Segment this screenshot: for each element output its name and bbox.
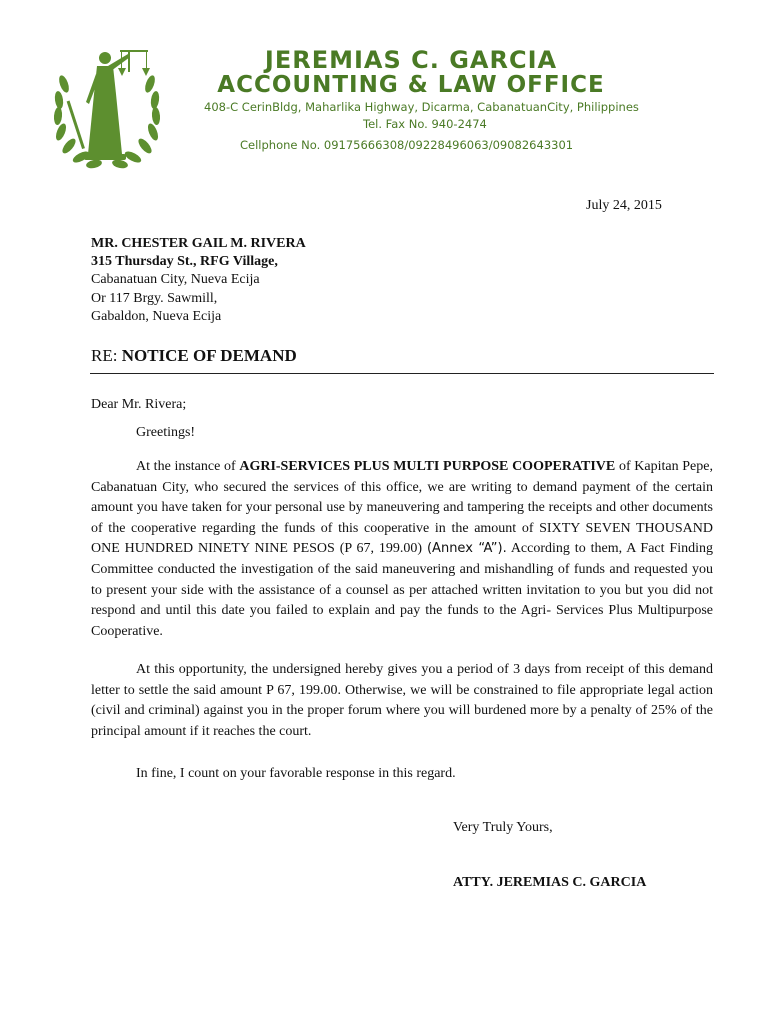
p1-rest: According to them, A Fact Finding Committee conducted the investigation of the said maneuvering and mishandling of funds and requested you to present your side with the assistance of a counsel as per attached written invitation to you but you did not respond and until this date you failed to explain and pay the funds to the Agri- Services Plus Multipurpose Cooperative. — [91, 541, 713, 639]
firm-cellphone: Cellphone No. 09175666308/09228496063/09082643301 — [240, 138, 574, 152]
subject-line — [91, 346, 297, 366]
lady-justice-laurel-icon — [50, 44, 164, 174]
body-paragraph-2: At this opportunity, the undersigned hereby gives you a period of 3 days from receipt of this demand letter to settle the said amount P 67, 199.00. Otherwise, we will be constrained to file appropriate legal action (civil and criminal) against you in the proper forum where you will burdened more by a penalty of 25% of the principal amount if it reaches the court. — [91, 662, 713, 739]
recipient-block — [91, 235, 306, 326]
body-paragraph-3: In fine, I count on your favorable response in this regard. — [136, 766, 456, 781]
signatory-name: ATTY. JEREMIAS C. GARCIA — [453, 875, 647, 890]
firm-name: JEREMIAS C. GARCIA — [264, 46, 558, 74]
subject-title: NOTICE OF DEMAND — [121, 346, 297, 365]
subject-prefix: RE: — [91, 346, 122, 365]
recipient-address-line: Cabanatuan City, Nueva Ecija — [91, 272, 260, 288]
recipient-name: MR. CHESTER GAIL M. RIVERA — [91, 236, 306, 251]
firm-subtitle: ACCOUNTING & LAW OFFICE — [217, 72, 605, 98]
letter-date: July 24, 2015 — [586, 198, 662, 213]
recipient-address-line: Or 117 Brgy. Sawmill, — [91, 290, 218, 306]
firm-address: 408-C CerinBldg, Maharlika Highway, Dicarma, CabanatuanCity, Philippines — [204, 100, 639, 114]
annex-reference: (Annex “A”). — [426, 541, 507, 557]
subject-divider — [90, 373, 714, 374]
firm-tel-fax: Tel. Fax No. 940-2474 — [363, 117, 487, 131]
client-name: AGRI-SERVICES PLUS MULTI PURPOSE COOPERATIVE — [239, 459, 616, 474]
recipient-address-line: Gabaldon, Nueva Ecija — [91, 308, 222, 324]
p1-intro: At the instance of — [136, 459, 240, 474]
greeting: Greetings! — [136, 425, 196, 440]
body-paragraph-1 — [91, 457, 713, 642]
salutation: Dear Mr. Rivera; — [91, 397, 187, 412]
p1-text: of Kapitan Pepe, Cabanatuan City, who secured the services of this office, we are writing to demand payment of the certain amount you have taken for your personal use by maneuvering and tampering the receipts and other documents of the cooperative regarding the funds of this cooperative in the amount of SIXTY SEVEN THOUSAND ONE HUNDRED NINETY NINE PESOS (P 67, 199.00) — [91, 459, 713, 557]
closing: Very Truly Yours, — [453, 820, 553, 835]
recipient-address-line: 315 Thursday St., RFG Village, — [91, 254, 278, 270]
